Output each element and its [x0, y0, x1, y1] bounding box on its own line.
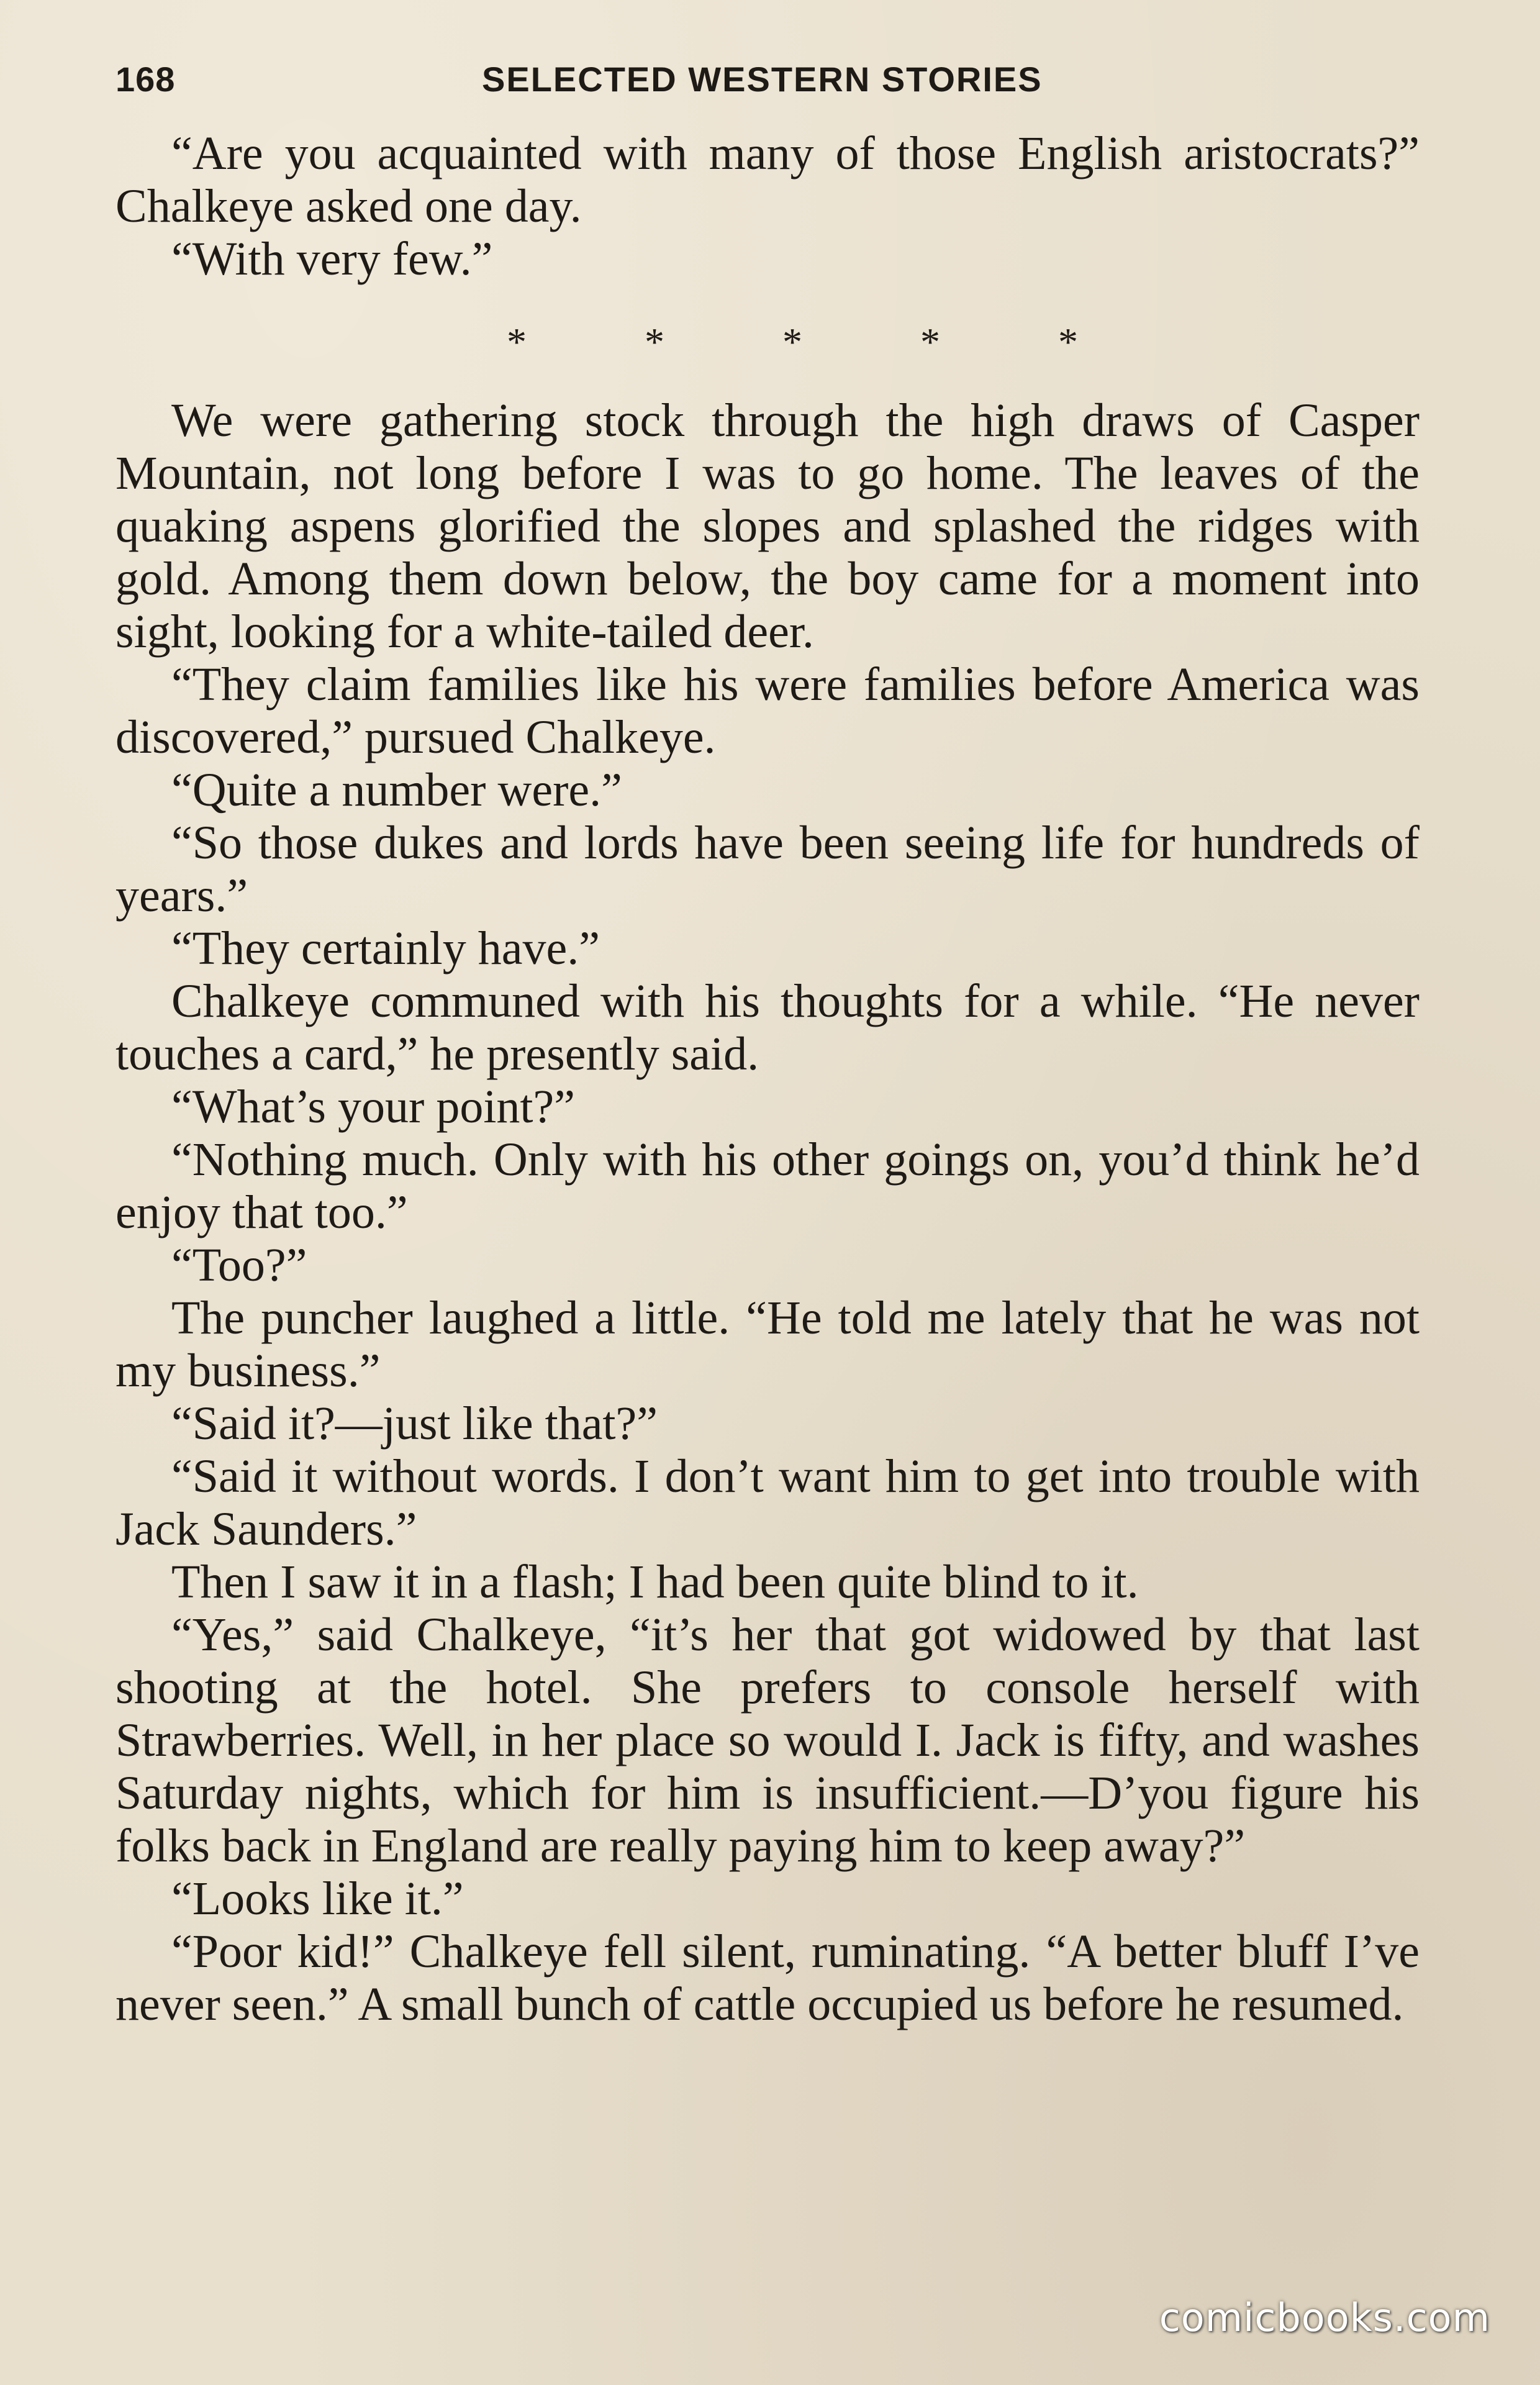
paragraph: “Looks like it.” — [171, 1873, 464, 1925]
page-number: 168 — [116, 60, 176, 99]
paragraph: Then I saw it in a flash; I had been quite blind to it. — [171, 1556, 1139, 1608]
paragraph: “Quite a number were.” — [171, 764, 622, 816]
paragraph: “With very few.” — [171, 233, 493, 285]
page-header — [116, 59, 1047, 115]
paragraph: Chalkeye communed with his thoughts for a while. “He never touches a card,” he presently said. — [116, 975, 1420, 1080]
paragraph: “So those dukes and lords have been seeing life for hundreds of years.” — [116, 817, 1420, 922]
paragraph: “Are you acquainted with many of those English aristocrats?” Chalkeye asked one day. — [116, 127, 1420, 232]
paragraph: “What’s your point?” — [171, 1081, 576, 1133]
body-text — [116, 127, 1420, 2031]
scene-break-asterisk: * — [1058, 319, 1078, 364]
paragraph: “Said it?—just like that?” — [171, 1397, 658, 1450]
paragraph: “Nothing much. Only with his other goings on, you’d think he’d enjoy that too.” — [116, 1133, 1420, 1238]
scene-break — [116, 289, 1420, 394]
paragraph: “They claim families like his were families before America was discovered,” pursued Chalkeye. — [116, 658, 1420, 763]
paragraph: “Too?” — [171, 1239, 307, 1291]
paragraph: “Yes,” said Chalkeye, “it’s her that got widowed by that last shooting at the hotel. She prefers to console herself with Strawberries. Well, in her place so would I. Jack is fifty, and washes Saturday nights, which for him is insufficient.—D’you figure his folks back in England are really paying him to keep away?” — [116, 1609, 1420, 1872]
paragraph: “Said it without words. I don’t want him to get into trouble with Jack Saunders.” — [116, 1450, 1420, 1555]
paragraph: “Poor kid!” Chalkeye fell silent, ruminating. “A better bluff I’ve never seen.” A small bunch of cattle occupied us before he resumed. — [116, 1925, 1420, 2030]
running-title: SELECTED WESTERN STORIES — [482, 60, 1043, 99]
scene-break-asterisk: * — [782, 319, 802, 364]
scene-break-asterisk: * — [645, 319, 664, 364]
paragraph: “They certainly have.” — [171, 922, 600, 974]
paragraph: We were gathering stock through the high draws of Casper Mountain, not long before I was to go home. The leaves of the quaking aspens glorified the slopes and splashed the ridges with gold. Among them down below, the boy came for a moment into sight, looking for a white-tailed deer. — [116, 394, 1420, 658]
scene-break-asterisk: * — [920, 319, 940, 364]
site-watermark: comicbooks.com — [1159, 2295, 1490, 2340]
scene-break-asterisk: * — [507, 319, 527, 364]
paragraph: The puncher laughed a little. “He told me lately that he was not my business.” — [116, 1292, 1420, 1397]
